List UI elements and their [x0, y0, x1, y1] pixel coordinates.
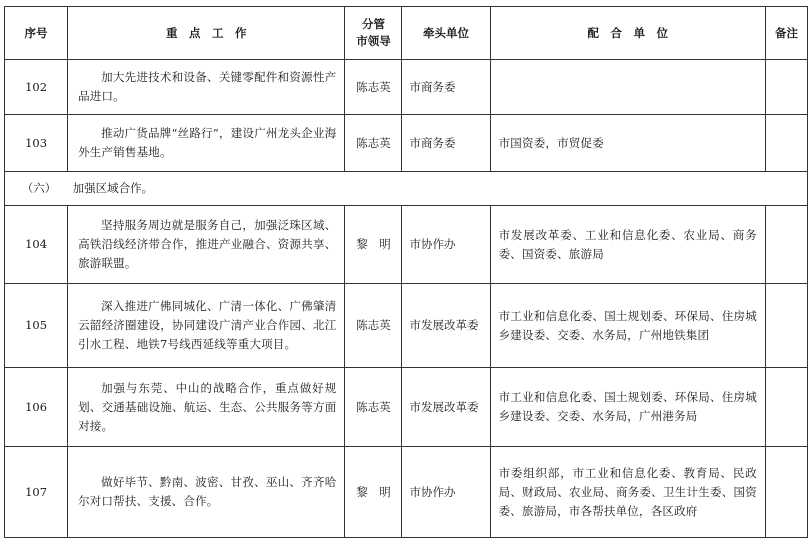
table-row — [5, 206, 808, 284]
section-label: （六） — [21, 181, 57, 195]
row-lead-unit: 市协作办 — [402, 206, 490, 284]
row-task: 坚持服务周边就是服务自己，加强泛珠区域、高铁沿线经济带合作，推进产业融合、资源共享、旅游联盟。 — [68, 206, 345, 284]
row-leader: 陈志英 — [345, 284, 402, 368]
row-no: 106 — [5, 368, 68, 447]
header-leader-line1: 分管 — [361, 17, 385, 31]
row-leader: 陈志英 — [345, 60, 402, 115]
row-task: 加大先进技术和设备、关键零配件和资源性产品进口。 — [68, 60, 345, 115]
row-no: 102 — [5, 60, 68, 115]
table-row — [5, 447, 808, 538]
row-note — [765, 284, 807, 368]
row-note — [765, 447, 807, 538]
row-note — [765, 206, 807, 284]
row-leader: 陈志英 — [345, 368, 402, 447]
section-title: 加强区域合作。 — [72, 181, 154, 195]
row-no: 105 — [5, 284, 68, 368]
row-leader: 黎 明 — [345, 206, 402, 284]
row-lead-unit: 市商务委 — [402, 60, 490, 115]
header-note: 备注 — [765, 7, 807, 60]
row-coop-units: 市委组织部，市工业和信息化委、教育局、民政局、财政局、农业局、商务委、卫生计生委、国资委、旅游局，市各帮扶单位，各区政府 — [490, 447, 765, 538]
header-leader — [345, 7, 402, 60]
row-no: 104 — [5, 206, 68, 284]
row-note — [765, 60, 807, 115]
row-lead-unit: 市发展改革委 — [402, 368, 490, 447]
row-lead-unit: 市协作办 — [402, 447, 490, 538]
row-task: 推动广货品牌“丝路行”，建设广州龙头企业海外生产销售基地。 — [68, 115, 345, 172]
row-task: 深入推进广佛同城化、广清一体化、广佛肇清云韶经济圈建设，协同建设广清产业合作园、北江引水工程、地铁7号线西延线等重大项目。 — [68, 284, 345, 368]
table-row — [5, 60, 808, 115]
row-coop-units: 市国资委，市贸促委 — [490, 115, 765, 172]
row-coop-units — [490, 60, 765, 115]
header-coop-units: 配 合 单 位 — [490, 7, 765, 60]
row-no: 103 — [5, 115, 68, 172]
row-leader: 陈志英 — [345, 115, 402, 172]
row-coop-units: 市工业和信息化委、国土规划委、环保局、住房城乡建设委、交委、水务局，广州港务局 — [490, 368, 765, 447]
section-row — [5, 172, 808, 206]
row-task: 加强与东莞、中山的战略合作，重点做好规划、交通基础设施、航运、生态、公共服务等方面对接。 — [68, 368, 345, 447]
row-lead-unit: 市发展改革委 — [402, 284, 490, 368]
header-lead-unit: 牵头单位 — [402, 7, 490, 60]
header-leader-line2: 市领导 — [356, 34, 391, 48]
row-coop-units: 市发展改革委、工业和信息化委、农业局、商务委、国资委、旅游局 — [490, 206, 765, 284]
header-task: 重 点 工 作 — [68, 7, 345, 60]
row-leader: 黎 明 — [345, 447, 402, 538]
table-row — [5, 368, 808, 447]
row-task: 做好毕节、黔南、波密、甘孜、巫山、齐齐哈尔对口帮扶、支援、合作。 — [68, 447, 345, 538]
row-coop-units: 市工业和信息化委、国土规划委、环保局、住房城乡建设委、交委、水务局，广州地铁集团 — [490, 284, 765, 368]
table-header-row — [5, 7, 808, 60]
row-no: 107 — [5, 447, 68, 538]
row-lead-unit: 市商务委 — [402, 115, 490, 172]
work-plan-table — [4, 6, 808, 538]
header-no: 序号 — [5, 7, 68, 60]
row-note — [765, 368, 807, 447]
table-row — [5, 284, 808, 368]
table-row — [5, 115, 808, 172]
row-note — [765, 115, 807, 172]
